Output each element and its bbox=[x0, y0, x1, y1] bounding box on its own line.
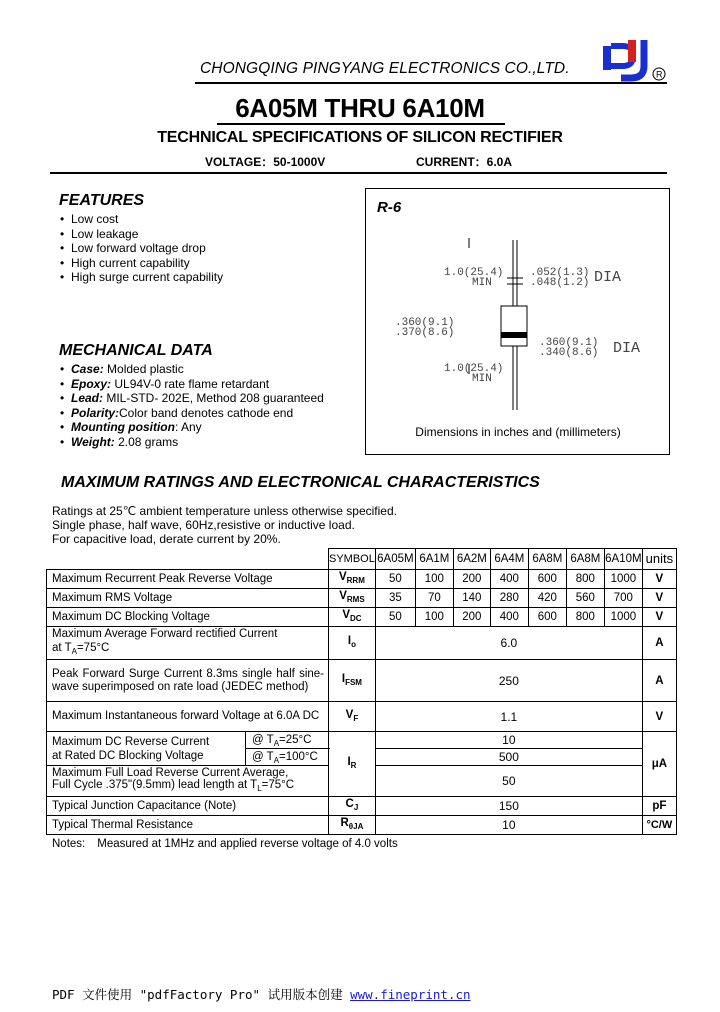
table-row bbox=[47, 816, 677, 835]
ratings-intro-line: Single phase, half wave, 60Hz,resistive or inductive load. bbox=[52, 518, 355, 532]
row-description: Peak Forward Surge Current 8.3ms single half sine-wave superimposed on rate load (JEDEC method) bbox=[47, 660, 329, 702]
dimensions-note: Dimensions in inches and (millimeters) bbox=[415, 425, 621, 439]
table-cell: 100 bbox=[415, 570, 453, 589]
title-underline bbox=[217, 123, 505, 125]
table-cell: 500 bbox=[375, 749, 642, 766]
table-row bbox=[47, 589, 677, 608]
current-rating: CURRENT：6.0A bbox=[416, 155, 513, 169]
table-cell: 70 bbox=[415, 589, 453, 608]
table-row bbox=[47, 732, 677, 749]
table-cell: 600 bbox=[528, 570, 566, 589]
list-item: • Low forward voltage drop bbox=[60, 241, 206, 255]
pdf-footer bbox=[52, 985, 471, 1003]
table-cell: 50 bbox=[375, 608, 415, 627]
symbol-header: SYMBOL bbox=[329, 549, 376, 570]
row-symbol: $C_J$ bbox=[329, 797, 376, 816]
row-unit: °C/W bbox=[642, 816, 676, 835]
list-item: • Lead: MIL-STD- 202E, Method 208 guaranteed bbox=[60, 391, 324, 405]
row-description: Maximum Instantaneous forward Voltage at 6.0A DC bbox=[47, 702, 329, 732]
row-symbol: $V_{DC}$ bbox=[329, 608, 376, 627]
svg-text:.340(8.6): .340(8.6) bbox=[539, 347, 599, 359]
svg-text:.360(9.1): .360(9.1) bbox=[539, 337, 599, 349]
row-symbol: $I_o$ bbox=[329, 627, 376, 660]
features-list bbox=[57, 212, 223, 285]
svg-text:.048(1.2): .048(1.2) bbox=[530, 277, 590, 289]
svg-text:DIA: DIA bbox=[613, 340, 641, 357]
svg-text:.360(9.1): .360(9.1) bbox=[395, 317, 455, 329]
table-cell: 10 bbox=[375, 816, 642, 835]
notes bbox=[52, 838, 398, 850]
mechanical-list bbox=[57, 362, 324, 449]
list-item: • Case: Molded plastic bbox=[60, 362, 184, 376]
company-logo bbox=[603, 40, 667, 82]
row-symbol: $R_{\theta JA}$ bbox=[329, 816, 376, 835]
ratings-table bbox=[46, 548, 677, 835]
table-cell: 6.0 bbox=[375, 627, 642, 660]
ratings-intro-line: Ratings at 25℃ ambient temperature unless otherwise specified. bbox=[52, 504, 397, 518]
svg-text:MIN: MIN bbox=[472, 373, 492, 385]
table-cell: 400 bbox=[490, 570, 528, 589]
table-cell: 600 bbox=[528, 608, 566, 627]
table-cell: 400 bbox=[490, 608, 528, 627]
part-header: 6A4M bbox=[490, 549, 528, 570]
row-symbol: $V_{RMS}$ bbox=[329, 589, 376, 608]
table-cell: 50 bbox=[375, 570, 415, 589]
row-unit: pF bbox=[642, 797, 676, 816]
table-cell: 100 bbox=[415, 608, 453, 627]
table-row bbox=[47, 660, 677, 702]
row-unit: μA bbox=[642, 732, 676, 797]
row-unit: A bbox=[642, 627, 676, 660]
part-header: 6A8M bbox=[528, 549, 566, 570]
row-description: Maximum Average Forward rectified Current at $T_A=75^\circ C$ bbox=[47, 627, 329, 660]
features-heading: FEATURES bbox=[59, 192, 145, 209]
notes-text: Measured at 1MHz and applied reverse voltage of 4.0 volts bbox=[97, 838, 398, 850]
list-item: • Low leakage bbox=[60, 226, 139, 241]
mechanical-heading: MECHANICAL DATA bbox=[59, 342, 213, 359]
part-header: 6A1M bbox=[415, 549, 453, 570]
svg-text:.052(1.3): .052(1.3) bbox=[530, 267, 590, 279]
document-subtitle: TECHNICAL SPECIFICATIONS OF SILICON RECTIFIER bbox=[157, 129, 563, 146]
row-unit: V bbox=[642, 570, 676, 589]
table-cell: 35 bbox=[375, 589, 415, 608]
package-outline-drawing bbox=[365, 188, 668, 423]
section-rule bbox=[50, 172, 667, 174]
table-cell: 700 bbox=[604, 589, 642, 608]
list-item: • Epoxy: UL94V-0 rate flame retardant bbox=[60, 376, 270, 391]
table-cell: 150 bbox=[375, 797, 642, 816]
table-cell: 200 bbox=[453, 570, 490, 589]
row-description: Maximum RMS Voltage bbox=[47, 589, 329, 608]
footer-link[interactable]: www.fineprint.cn bbox=[350, 987, 471, 1002]
table-row bbox=[47, 702, 677, 732]
row-symbol: $V_F$ bbox=[329, 702, 376, 732]
table-cell: 1000 bbox=[604, 570, 642, 589]
company-name: CHONGQING PINGYANG ELECTRONICS CO.,LTD. bbox=[200, 60, 570, 77]
table-cell: 250 bbox=[375, 660, 642, 702]
row-unit: A bbox=[642, 660, 676, 702]
document-title: 6A05M THRU 6A10M bbox=[235, 93, 485, 123]
table-row bbox=[47, 608, 677, 627]
table-cell: 50 bbox=[375, 766, 642, 797]
row-description: Typical Thermal Resistance bbox=[47, 816, 329, 835]
row-unit: V bbox=[642, 702, 676, 732]
table-header-row bbox=[47, 549, 677, 570]
row-description: Typical Junction Capacitance (Note) bbox=[47, 797, 329, 816]
table-row bbox=[47, 797, 677, 816]
ratings-intro-line: For capacitive load, derate current by 20%. bbox=[52, 532, 281, 546]
svg-text:.370(8.6): .370(8.6) bbox=[395, 327, 455, 339]
table-cell: 800 bbox=[566, 608, 604, 627]
row-unit: V bbox=[642, 608, 676, 627]
list-item: • High surge current capability bbox=[60, 270, 224, 284]
units-header: units bbox=[642, 549, 676, 570]
row-symbol: $I_{FSM}$ bbox=[329, 660, 376, 702]
row-symbol: $I_R$ bbox=[329, 732, 376, 797]
header-rule bbox=[195, 82, 667, 84]
table-cell: 140 bbox=[453, 589, 490, 608]
table-row bbox=[47, 570, 677, 589]
voltage-range: VOLTAGE：50-1000V bbox=[205, 155, 326, 169]
table-cell: 800 bbox=[566, 570, 604, 589]
ratings-heading: MAXIMUM RATINGS AND ELECTRONICAL CHARACTERISTICS bbox=[61, 474, 540, 491]
notes-label: Notes: bbox=[52, 838, 86, 850]
list-item: • Weight: 2.08 grams bbox=[60, 434, 179, 449]
table-cell: 200 bbox=[453, 608, 490, 627]
part-header: 6A8M bbox=[566, 549, 604, 570]
table-cell: 1.1 bbox=[375, 702, 642, 732]
part-header: 6A10M bbox=[604, 549, 642, 570]
row-description: Maximum Recurrent Peak Reverse Voltage bbox=[47, 570, 329, 589]
table-cell: 280 bbox=[490, 589, 528, 608]
svg-text:1.0(25.4): 1.0(25.4) bbox=[444, 267, 504, 279]
package-label: R-6 bbox=[377, 199, 402, 216]
row-description: Maximum Full Load Reverse Current Average, Full Cycle .375"(9.5mm) lead length at $T_L=75^\circ C$ bbox=[47, 766, 329, 797]
list-item: • Low cost bbox=[60, 212, 119, 226]
svg-text:DIA: DIA bbox=[594, 269, 622, 286]
svg-text:1.0(25.4): 1.0(25.4) bbox=[444, 363, 504, 375]
row-unit: V bbox=[642, 589, 676, 608]
part-header: 6A05M bbox=[375, 549, 415, 570]
row-symbol: $V_{RRM}$ bbox=[329, 570, 376, 589]
svg-text:MIN: MIN bbox=[472, 277, 492, 289]
table-cell: 1000 bbox=[604, 608, 642, 627]
part-header: 6A2M bbox=[453, 549, 490, 570]
table-row bbox=[47, 627, 677, 660]
reverse-conditions: @ $T_A=25^\circ C$ @ $T_A=100^\circ C$ bbox=[245, 732, 330, 765]
row-description: Maximum DC Blocking Voltage bbox=[47, 608, 329, 627]
table-cell: 10 bbox=[375, 732, 642, 749]
list-item: • High current capability bbox=[60, 255, 190, 270]
row-description: Maximum DC Reverse Current at Rated DC Blocking Voltage @ $T_A=25^\circ C$ @ $T_A=100^\circ C$ bbox=[47, 732, 329, 766]
list-item: • Mounting position: Any bbox=[60, 420, 202, 434]
table-cell: 420 bbox=[528, 589, 566, 608]
table-cell: 560 bbox=[566, 589, 604, 608]
footer-text: PDF 文件使用 "pdfFactory Pro" 试用版本创建 bbox=[52, 987, 351, 1002]
svg-text:R: R bbox=[656, 69, 663, 80]
list-item: • Polarity:Color band denotes cathode end bbox=[60, 405, 294, 420]
